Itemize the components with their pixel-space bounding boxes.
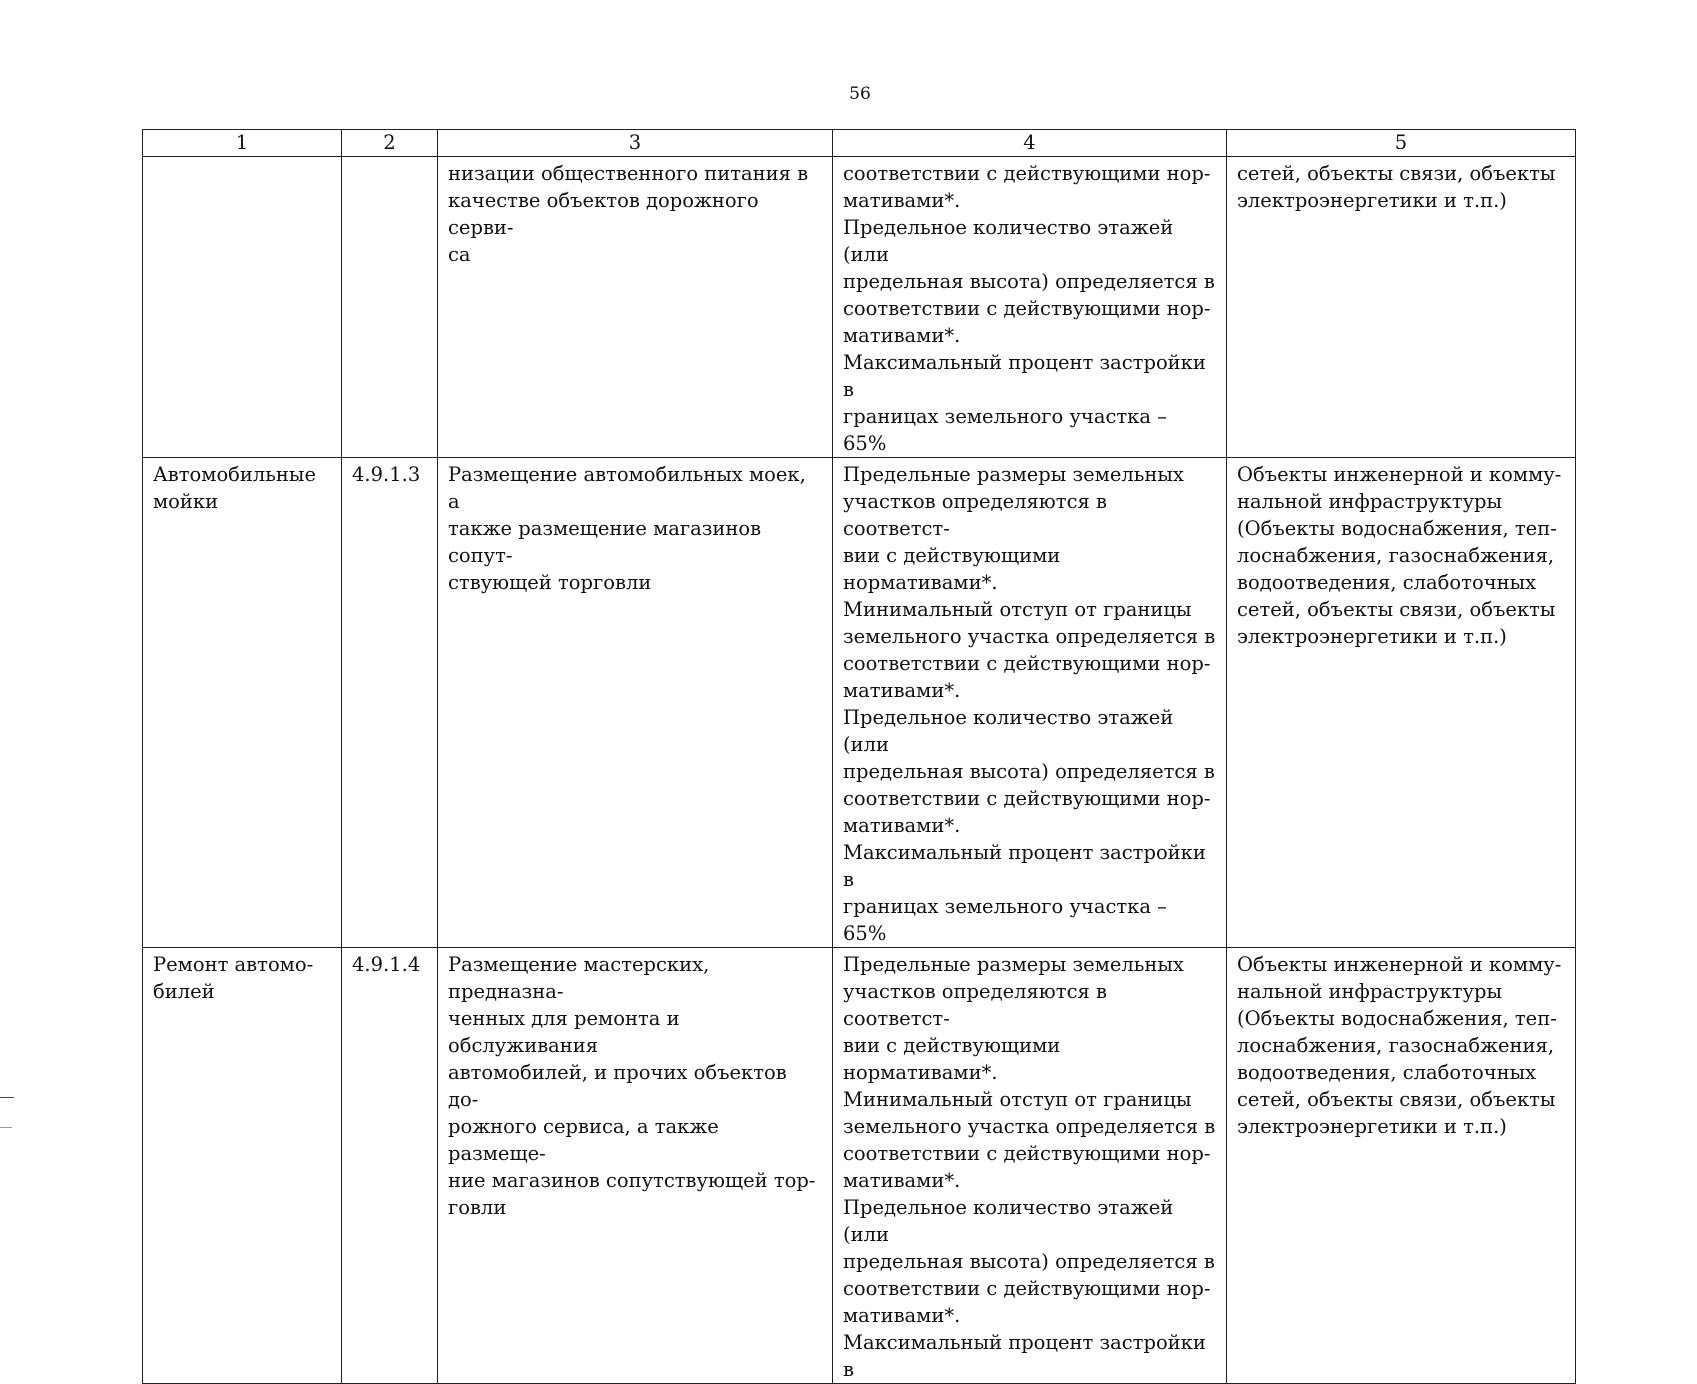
use-name-cell: Автомобильные мойки xyxy=(143,458,342,948)
land-use-table xyxy=(142,129,1576,1384)
use-description-cell: низации общественного питания в качестве объектов дорожного серви- са xyxy=(438,157,833,458)
margin-mark xyxy=(0,1097,14,1098)
table-row xyxy=(143,157,1576,458)
column-header-3: 3 xyxy=(438,130,833,157)
infrastructure-cell: Объекты инженерной и комму- нальной инфраструктуры (Объекты водоснабжения, теп- лоснабжения, газоснабжения, водоотведения, слаботочных сетей, объекты связи, объекты электроэнергетики и т.п.) xyxy=(1227,458,1576,948)
use-code-cell: 4.9.1.3 xyxy=(342,458,438,948)
table-row xyxy=(143,948,1576,1384)
use-code-cell xyxy=(342,157,438,458)
use-description-cell: Размещение мастерских, предназна- ченных для ремонта и обслуживания автомобилей, и прочих объектов до- рожного сервиса, а также размеще- ние магазинов сопутствующей тор- говли xyxy=(438,948,833,1384)
table-row xyxy=(143,458,1576,948)
page-number: 56 xyxy=(849,84,871,104)
table-header-row xyxy=(143,130,1576,157)
parameters-cell: Предельные размеры земельных участков определяются в соответст- вии с действующими нормативами*. Минимальный отступ от границы земельного участка определяется в соответствии с действующими нор- мативами*. Предельное количество этажей (или предельная высота) определяется в соответствии с действующими нор- мативами*. Максимальный процент застройки в границах земельного участка – 65% xyxy=(833,458,1227,948)
use-description-cell: Размещение автомобильных моек, а также размещение магазинов сопут- ствующей торговли xyxy=(438,458,833,948)
infrastructure-cell: Объекты инженерной и комму- нальной инфраструктуры (Объекты водоснабжения, теп- лоснабжения, газоснабжения, водоотведения, слаботочных сетей, объекты связи, объекты электроэнергетики и т.п.) xyxy=(1227,948,1576,1384)
column-header-1: 1 xyxy=(143,130,342,157)
parameters-cell: соответствии с действующими нор- мативами*. Предельное количество этажей (или предельная высота) определяется в соответствии с действующими нор- мативами*. Максимальный процент застройки в границах земельного участка – 65% xyxy=(833,157,1227,458)
use-name-cell: Ремонт автомо- билей xyxy=(143,948,342,1384)
use-name-cell xyxy=(143,157,342,458)
column-header-2: 2 xyxy=(342,130,438,157)
margin-mark xyxy=(0,1127,12,1128)
column-header-5: 5 xyxy=(1227,130,1576,157)
use-code-cell: 4.9.1.4 xyxy=(342,948,438,1384)
parameters-cell: Предельные размеры земельных участков определяются в соответст- вии с действующими нормативами*. Минимальный отступ от границы земельного участка определяется в соответствии с действующими нор- мативами*. Предельное количество этажей (или предельная высота) определяется в соответствии с действующими нор- мативами*. Максимальный процент застройки в xyxy=(833,948,1227,1384)
column-header-4: 4 xyxy=(833,130,1227,157)
infrastructure-cell: сетей, объекты связи, объекты электроэнергетики и т.п.) xyxy=(1227,157,1576,458)
